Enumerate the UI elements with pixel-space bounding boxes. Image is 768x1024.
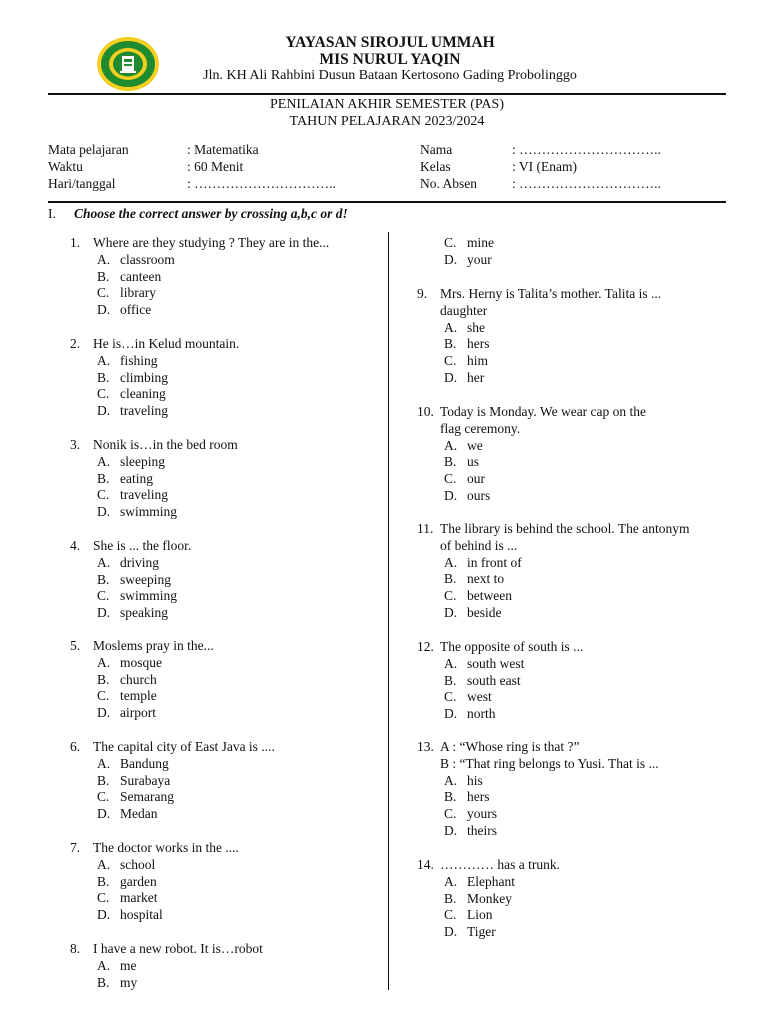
option-text: north (467, 706, 496, 722)
option-text: garden (120, 873, 157, 889)
exam-title: PENILAIAN AKHIR SEMESTER (PAS) (269, 97, 504, 112)
option-text: Bandung (120, 755, 169, 771)
school-logo (96, 36, 160, 92)
option-letter: C. (444, 588, 457, 604)
option-letter: D. (444, 605, 458, 620)
question-number: 8. (70, 941, 81, 956)
option-text: your (467, 251, 492, 267)
option-letter: A. (97, 352, 111, 368)
option-text: Surabaya (120, 772, 171, 788)
option-text: driving (120, 554, 159, 570)
option-letter: C. (444, 689, 457, 705)
question-text: She is ... the floor. (93, 538, 192, 553)
option-text: south west (467, 655, 525, 671)
question-text: Where are they studying ? They are in the... (93, 235, 330, 250)
option-text: sweeping (120, 571, 171, 587)
question-text: Moslems pray in the... (93, 638, 214, 653)
question-number: 5. (70, 638, 81, 653)
option-text: mine (467, 235, 494, 250)
info-value-subject: : Matematika (187, 142, 259, 157)
question-number: 7. (70, 840, 81, 855)
option-text: mosque (120, 654, 162, 670)
option-letter: B. (97, 571, 110, 587)
option-letter: D. (97, 806, 111, 822)
option-letter: D. (444, 251, 458, 267)
option-letter: B. (97, 772, 110, 788)
option-text: our (467, 471, 485, 487)
option-letter: C. (444, 806, 457, 822)
question-number: 12. (417, 639, 434, 654)
info-value-absen: : ………………………….. (512, 176, 661, 191)
option-text: in front of (467, 554, 522, 570)
question-text: The library is behind the school. The antonym (440, 521, 690, 536)
option-text: Monkey (467, 890, 512, 906)
option-letter: A. (97, 251, 111, 267)
option-text: cleaning (120, 386, 166, 402)
option-text: west (467, 689, 492, 705)
option-letter: A. (444, 319, 458, 335)
option-letter: A. (97, 755, 111, 771)
option-letter: B. (444, 789, 457, 805)
info-label-subject: Mata pelajaran (48, 142, 129, 157)
question-number: 2. (70, 336, 81, 351)
option-letter: C. (97, 890, 110, 906)
option-letter: A. (97, 654, 111, 670)
question-number: 1. (70, 235, 81, 250)
option-letter: D. (444, 823, 458, 838)
option-text: hers (467, 789, 490, 805)
option-text: speaking (120, 605, 168, 621)
option-text: eating (120, 470, 153, 486)
school-address: Jln. KH Ali Rahbini Dusun Bataan Kertosono Gading Probolinggo (203, 68, 577, 83)
option-letter: D. (97, 403, 111, 419)
info-divider (48, 201, 726, 203)
option-text: office (120, 302, 152, 318)
option-letter: A. (97, 856, 111, 872)
option-text: swimming (120, 588, 178, 604)
option-text: south east (467, 672, 521, 688)
option-letter: A. (97, 453, 111, 469)
option-text: market (120, 890, 158, 906)
option-text: between (467, 588, 512, 604)
option-letter: C. (97, 789, 110, 805)
question-number: 6. (70, 739, 81, 754)
question-text: of behind is ... (440, 537, 518, 553)
question-number: 13. (417, 739, 434, 754)
question-text: I have a new robot. It is…robot (93, 941, 263, 956)
header-divider (48, 93, 726, 95)
option-text: Elephant (467, 873, 515, 889)
option-letter: C. (97, 588, 110, 604)
option-text: his (467, 772, 483, 788)
school-name: MIS NURUL YAQIN (319, 51, 461, 68)
question-number: 9. (417, 286, 428, 301)
option-text: climbing (120, 369, 168, 385)
question-text: Mrs. Herny is Talita’s mother. Talita is ... (440, 286, 662, 301)
option-text: traveling (120, 403, 168, 419)
option-letter: C. (97, 688, 110, 704)
option-text: school (120, 856, 156, 872)
option-text: Semarang (120, 789, 174, 805)
option-letter: C. (444, 471, 457, 487)
question-number: 4. (70, 538, 81, 553)
option-text: next to (467, 571, 505, 587)
option-text: my (120, 974, 138, 990)
option-letter: B. (97, 268, 110, 284)
info-label-absen: No. Absen (420, 176, 477, 191)
option-text: sleeping (120, 453, 165, 469)
option-letter: A. (444, 655, 458, 671)
option-letter: B. (444, 672, 457, 688)
option-letter: D. (444, 488, 458, 503)
question-text: A : “Whose ring is that ?” (440, 739, 580, 754)
question-text: The doctor works in the .... (93, 840, 239, 855)
option-letter: B. (97, 974, 110, 990)
option-letter: D. (444, 706, 458, 722)
option-text: library (120, 285, 156, 301)
option-letter: C. (444, 353, 457, 369)
option-text: fishing (120, 352, 158, 368)
option-text: classroom (120, 251, 175, 267)
option-text: theirs (467, 823, 497, 838)
option-text: beside (467, 605, 502, 620)
option-text: hers (467, 336, 490, 352)
question-text: The opposite of south is ... (440, 639, 584, 654)
option-text: him (467, 353, 489, 369)
academic-year: TAHUN PELAJARAN 2023/2024 (289, 114, 485, 129)
question-text: The capital city of East Java is .... (93, 739, 275, 754)
option-text: swimming (120, 504, 178, 520)
question-text: ………… has a trunk. (440, 857, 560, 872)
option-letter: D. (444, 370, 458, 385)
option-letter: B. (97, 671, 110, 687)
option-letter: C. (444, 907, 457, 923)
option-text: hospital (120, 907, 163, 923)
info-label-time: Waktu (48, 159, 83, 174)
question-number: 10. (417, 404, 434, 419)
option-text: Lion (467, 907, 493, 923)
option-text: airport (120, 705, 156, 721)
info-value-time: : 60 Menit (187, 159, 244, 174)
option-letter: C. (97, 285, 110, 301)
option-letter: C. (97, 487, 110, 503)
question-text: Today is Monday. We wear cap on the (440, 404, 647, 419)
option-letter: B. (444, 454, 457, 470)
option-letter: B. (444, 890, 457, 906)
question-number: 14. (417, 857, 434, 872)
option-text: ours (467, 488, 491, 503)
option-letter: A. (97, 957, 111, 973)
option-text: church (120, 671, 157, 687)
section-number: I. (48, 206, 56, 221)
option-letter: D. (97, 705, 111, 721)
info-value-date: : ………………………….. (187, 176, 336, 191)
option-letter: B. (97, 873, 110, 889)
option-letter: A. (444, 873, 458, 889)
option-text: us (467, 454, 480, 470)
question-text: B : “That ring belongs to Yusi. That is ... (440, 755, 659, 771)
option-text: temple (120, 688, 157, 704)
option-text: Tiger (467, 924, 496, 940)
option-letter: C. (97, 386, 110, 402)
option-letter: B. (444, 336, 457, 352)
option-letter: A. (444, 437, 458, 453)
option-text: me (120, 957, 137, 973)
info-label-name: Nama (420, 142, 453, 157)
option-text: we (467, 437, 483, 453)
info-label-date: Hari/tanggal (48, 176, 116, 191)
foundation-name: YAYASAN SIROJUL UMMAH (285, 34, 495, 51)
option-letter: B. (97, 369, 110, 385)
question-text: flag ceremony. (440, 420, 521, 436)
option-letter: D. (97, 302, 111, 318)
option-letter: A. (444, 554, 458, 570)
option-letter: A. (444, 772, 458, 788)
question-number: 11. (417, 521, 434, 536)
option-letter: B. (444, 571, 457, 587)
option-letter: D. (444, 924, 458, 940)
question-number: 3. (70, 437, 81, 452)
info-value-class: : VI (Enam) (512, 159, 577, 174)
question-text: daughter (440, 302, 488, 318)
option-text: yours (467, 806, 497, 822)
section-heading (48, 206, 348, 222)
option-letter: B. (97, 470, 110, 486)
option-letter: D. (97, 504, 111, 520)
question-text: He is…in Kelud mountain. (93, 336, 240, 351)
section-instruction: Choose the correct answer by crossing a,b,c or d! (74, 206, 348, 221)
option-text: she (467, 319, 485, 335)
column-divider (388, 232, 389, 990)
option-text: traveling (120, 487, 168, 503)
info-value-name: : ………………………….. (512, 142, 661, 157)
option-text: Medan (120, 806, 158, 822)
option-letter: D. (97, 907, 111, 923)
option-text: canteen (120, 268, 162, 284)
question-text: Nonik is…in the bed room (93, 437, 238, 452)
option-letter: A. (97, 554, 111, 570)
info-label-class: Kelas (420, 159, 451, 174)
option-letter: C. (444, 235, 457, 250)
option-letter: D. (97, 605, 111, 621)
option-text: her (467, 370, 485, 385)
